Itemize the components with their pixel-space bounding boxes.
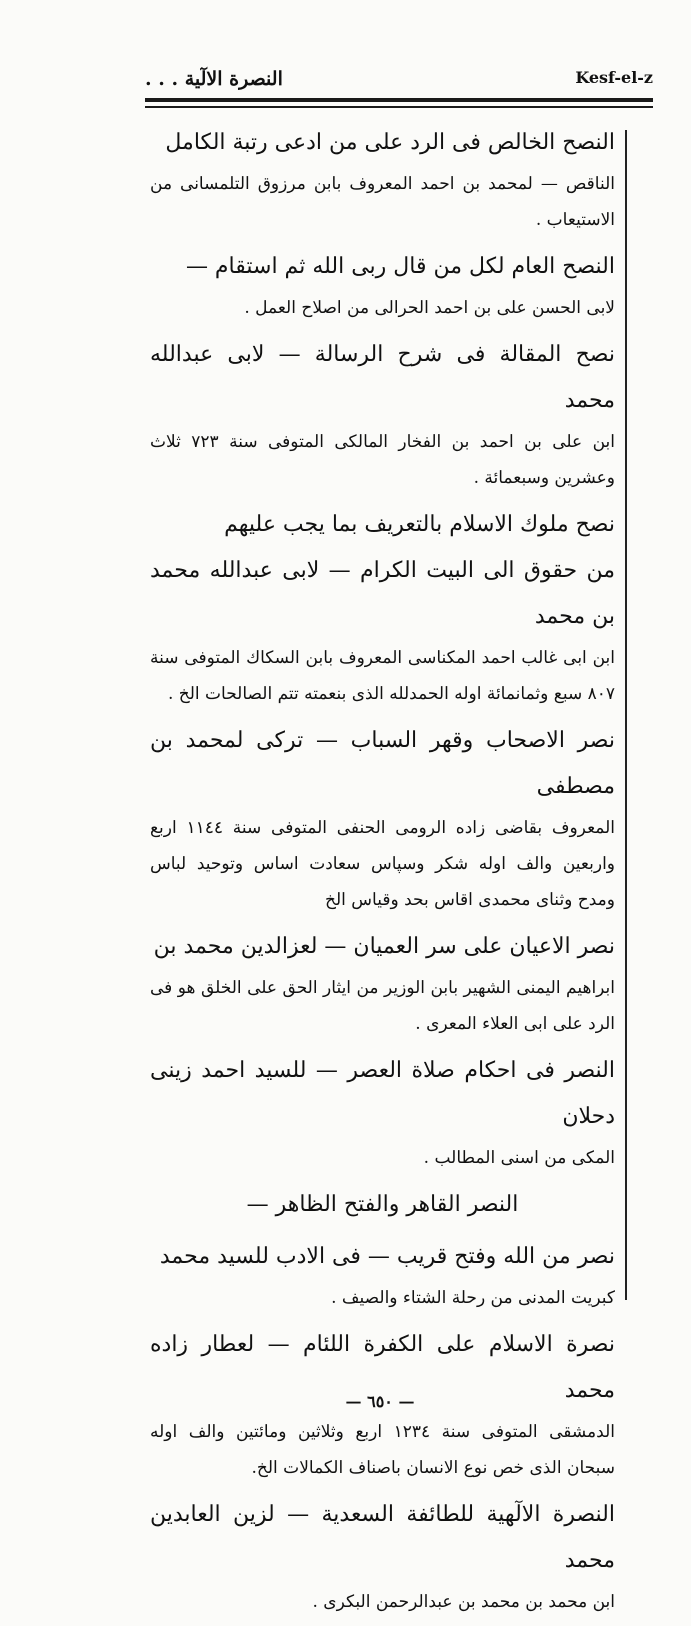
entry [150, 1492, 615, 1620]
entry-body: ابن محمد بن محمد بن عبدالرحمن البكرى . [312, 1592, 615, 1612]
entry [150, 1182, 615, 1228]
entry-lead: النصح العام لكل من قال ربى الله ثم استقام — [185, 254, 615, 279]
page-number: — ٦٥٠ — [345, 1392, 415, 1411]
entry-body: ابن ابى غالب احمد المكناسى المعروف بابن السكاك المتوفى سنة ٨٠٧ سبع وثمانمائة اوله الحمدلله الذى بنعمته تتم الصالحات الخ . [150, 648, 615, 704]
entry [150, 924, 615, 1042]
header-rule-thin [145, 106, 653, 108]
book-code: Kesf-el-z [575, 68, 653, 87]
entry-lead-continued: من حقوق الى البيت الكرام — لابى عبدالله محمد بن محمد [150, 558, 615, 629]
margin-rule [625, 130, 627, 1300]
entry [150, 120, 615, 238]
entry-lead: النصر فى احكام صلاة العصر — للسيد احمد زينى دحلان [150, 1058, 615, 1129]
entry-lead: نصر الاصحاب وقهر السباب — تركى لمحمد بن مصطفى [150, 728, 615, 799]
entry-lead: نصرة الاسلام على الكفرة اللئام — لعطار زاده محمد [150, 1332, 615, 1403]
entry [150, 502, 615, 712]
entry [150, 718, 615, 918]
header-rule-thick [145, 98, 653, 102]
entry-body: ابراهيم اليمنى الشهير بابن الوزير من ايثار الحق على الخلق هو فى الرد على ابى العلاء المعرى . [150, 978, 615, 1034]
page-header [145, 58, 653, 98]
entry-body: كبريت المدنى من رحلة الشتاء والصيف . [331, 1288, 615, 1308]
entry-lead: نصح المقالة فى شرح الرسالة — لابى عبدالله محمد [150, 342, 615, 413]
entry-lead: النصر القاهر والفتح الظاهر — [246, 1192, 519, 1217]
entry-lead: النصح الخالص فى الرد على من ادعى رتبة الكامل [165, 130, 615, 155]
entry-lead: نصر من الله وفتح قريب — فى الادب للسيد محمد [159, 1244, 615, 1269]
entry-body: الناقص — لمحمد بن احمد المعروف بابن مرزوق التلمسانى من الاستيعاب . [150, 174, 615, 230]
entry-lead: نصح ملوك الاسلام بالتعريف بما يجب عليهم [224, 512, 615, 537]
entry-lead: نصر الاعيان على سر العميان — لعزالدين محمد بن [153, 934, 615, 959]
entry-body: الدمشقى المتوفى سنة ١٢٣٤ اربع وثلاثين ومائتين والف اوله سبحان الذى خص نوع الانسان باصناف الكمالات الخ. [150, 1422, 615, 1478]
entry-body: المعروف بقاضى زاده الرومى الحنفى المتوفى سنة ١١٤٤ اربع واربعين والف اوله شكر وسپاس سعادت اساس وتوحيد لباس ومدح وثناى محمدى اقاس بحد وقياس الخ [150, 818, 615, 910]
entry-body: لابى الحسن على بن احمد الحرالى من اصلاح العمل . [244, 298, 615, 318]
entry [150, 1234, 615, 1316]
entry [150, 244, 615, 326]
entry [150, 1048, 615, 1176]
entry-lead: النصرة الالٓهية للطائفة السعدية — لزين العابدين محمد [150, 1502, 615, 1573]
entry-body: ابن على بن احمد بن الفخار المالكى المتوفى سنة ٧٢٣ ثلاث وعشرين وسبعمائة . [150, 432, 615, 488]
entry [150, 332, 615, 496]
running-title: النصرة الالٓية . . . [145, 68, 283, 90]
entry-body: المكى من اسنى المطالب . [423, 1148, 615, 1168]
